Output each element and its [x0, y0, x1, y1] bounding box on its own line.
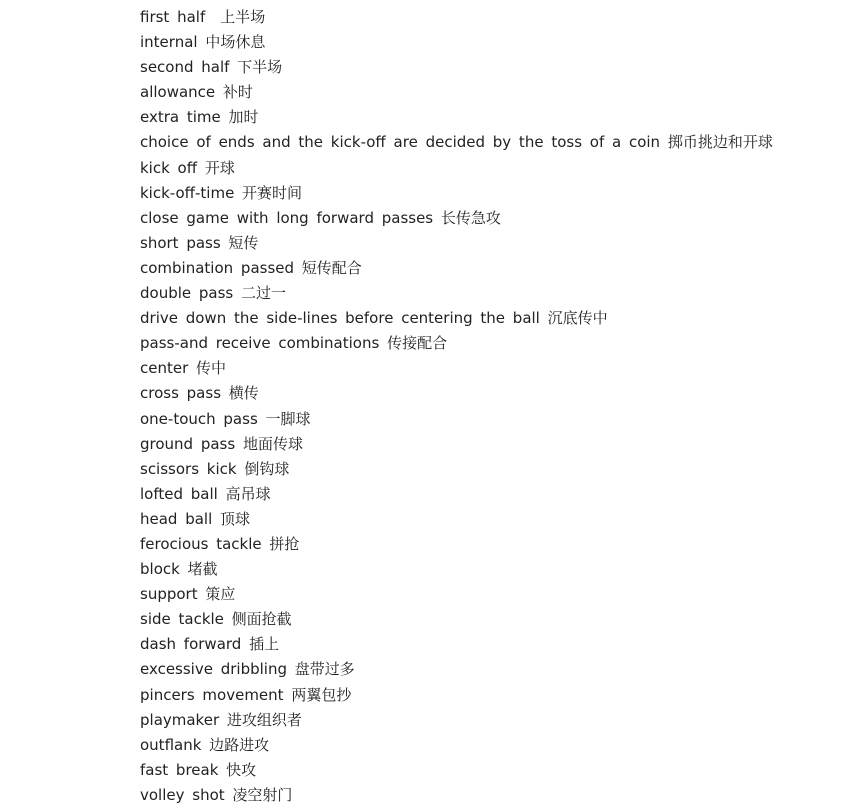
- glossary-line: pincers movement 两翼包抄: [140, 685, 352, 704]
- glossary-line: lofted ball 高吊球: [140, 484, 271, 503]
- glossary-line: outflank 边路进攻: [140, 735, 270, 754]
- glossary-line: playmaker 进攻组织者: [140, 710, 302, 729]
- glossary-line: fast break 快攻: [140, 760, 257, 779]
- glossary-line: volley shot 凌空射门: [140, 785, 293, 804]
- glossary-line: choice of ends and the kick-off are decided by the toss of a coin 掷币挑边和开球: [140, 133, 773, 152]
- glossary-line: ferocious tackle 拼抢: [140, 534, 300, 553]
- glossary-line: block 堵截: [140, 560, 218, 579]
- glossary-line: side tackle 侧面抢截: [140, 610, 292, 629]
- glossary-text: [140, 5, 844, 808]
- glossary-line: extra time 加时: [140, 108, 259, 127]
- glossary-line: one-touch pass 一脚球: [140, 409, 311, 428]
- glossary-line: kick off 开球: [140, 158, 235, 177]
- glossary-line: support 策应: [140, 585, 236, 604]
- glossary-line: pass-and receive combinations 传接配合: [140, 334, 448, 353]
- glossary-line: center 传中: [140, 359, 227, 378]
- glossary-line: double pass 二过一: [140, 284, 287, 303]
- glossary-line: second half 下半场: [140, 58, 283, 77]
- glossary-line: cross pass 横传: [140, 384, 259, 403]
- glossary-line: close game with long forward passes 长传急攻: [140, 208, 501, 227]
- glossary-line: dash forward 插上: [140, 635, 280, 654]
- glossary-line: excessive dribbling 盘带过多: [140, 660, 355, 679]
- glossary-line: allowance 补时: [140, 83, 253, 102]
- glossary-line: short pass 短传: [140, 233, 259, 252]
- glossary-line: first half 上半场: [140, 8, 266, 26]
- glossary-line: internal 中场休息: [140, 33, 266, 52]
- glossary-line: drive down the side-lines before centering the ball 沉底传中: [140, 309, 608, 328]
- glossary-line: kick-off-time 开赛时间: [140, 183, 303, 202]
- glossary-line: combination passed 短传配合: [140, 258, 362, 277]
- glossary-line: head ball 顶球: [140, 509, 251, 528]
- glossary-line: ground pass 地面传球: [140, 434, 303, 453]
- glossary-line: scissors kick 倒钩球: [140, 459, 290, 478]
